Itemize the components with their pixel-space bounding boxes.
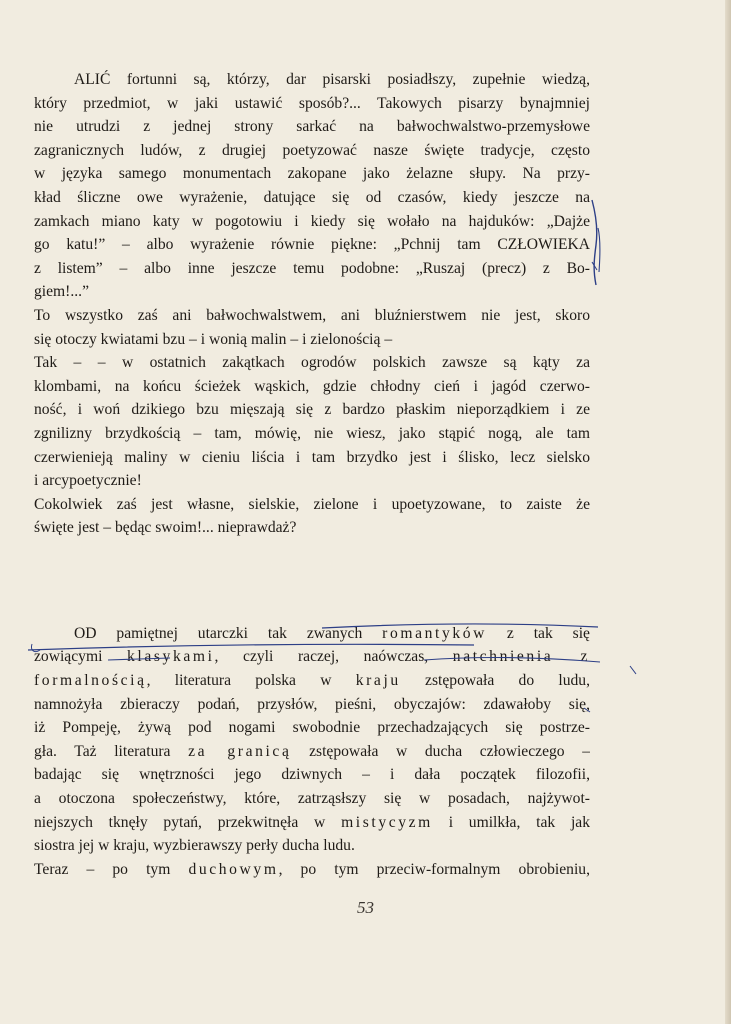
text-line: i arcypoetycznie! xyxy=(34,472,142,490)
margin-bracket-mark xyxy=(592,200,597,285)
text-line: go katu!” – albo wyrażenie równie piękne: „Pchnij tam CZŁOWIEKA xyxy=(34,236,590,254)
text-line: To wszystko zaś ani bałwochwalstwem, ani bluźnierstwem nie jest, skoro xyxy=(34,306,590,324)
spaced-word: natchnienia z xyxy=(452,648,590,666)
page-text xyxy=(34,68,590,881)
text-line: Teraz – po tym duchowym, po tym przeciw-formalnym obrobieniu, xyxy=(34,860,590,878)
paragraph-4 xyxy=(34,622,590,882)
text-line: święte jest – będąc swoim!... nieprawdaż? xyxy=(34,519,297,537)
text-line: OD pamiętnej utarczki tak zwanych romantyków z tak się xyxy=(74,624,590,642)
text-line: giem!...” xyxy=(34,283,89,301)
text-line: ALIĆ fortunni są, którzy, dar pisarski posiadłszy, zupełnie wiedzą, xyxy=(74,71,590,88)
paragraph-3 xyxy=(34,493,590,540)
margin-bracket-mark xyxy=(598,228,600,272)
text-line: z listem” – albo inne jeszcze temu podobne: „Ruszaj (precz) z Bo- xyxy=(34,259,590,277)
text-line: kład śliczne owe wyrażenie, datujące się od czasów, kiedy jeszcze na xyxy=(34,188,590,206)
spaced-word: klasykami xyxy=(127,648,215,666)
paragraph-1 xyxy=(34,68,590,304)
text-line: iż Pompeję, żywą pod nogami swobodnie przechadzających się postrze- xyxy=(34,719,590,737)
text-line: czerwienieją maliny w cieniu liścia i tam brzydko jest i ślisko, lecz sielsko xyxy=(34,448,590,466)
paragraph-2 xyxy=(34,304,590,493)
spaced-word: duchowym xyxy=(188,860,279,878)
page-number: 53 xyxy=(357,898,374,917)
spaced-word: za granicą xyxy=(188,742,292,760)
text-line: który przedmiot, w jaki ustawić sposób?... Takowych pisarzy bynajmniej xyxy=(34,94,590,112)
text-line: Cokolwiek zaś jest własne, sielskie, zielone i upoetyzowane, to zaiste że xyxy=(34,495,590,513)
text-line: zgnilizny brzydkością – tam, mówię, nie wiesz, jako stąpić nogą, ale tam xyxy=(34,424,590,442)
page-edge xyxy=(725,0,731,1024)
text-line: namnożyła zbieraczy podań, przysłów, pieśni, obyczajów: zdawałoby się, xyxy=(34,695,590,713)
text-line: zowiącymi klasykami, czyli raczej, naówczas, natchnienia z xyxy=(34,648,590,666)
section-gap xyxy=(34,540,590,622)
text-line: gła. Taż literatura za granicą zstępowała w ducha człowieczego – xyxy=(34,742,590,760)
text-line: formalnością, literatura polska w kraju zstępowała do ludu, xyxy=(34,672,590,690)
text-line: nie utrudzi z jednej strony sarkać na bałwochwalstwo-przemysłowe xyxy=(34,118,590,136)
spaced-word: romantyków xyxy=(382,624,487,642)
text-line: a otoczona społeczeństwy, które, zatrząsłszy się w posadach, najżywot- xyxy=(34,790,590,808)
text-line: zamkach miano katy w pogotowiu i kiedy się wołało na hajduków: „Dajże xyxy=(34,212,590,230)
text-line: siostra jej w kraju, wyzbierawszy perły ducha ludu. xyxy=(34,837,355,855)
spaced-word: mistycyzm xyxy=(341,813,433,831)
margin-tick-mark xyxy=(630,666,636,674)
spaced-word: formalnością xyxy=(34,672,147,690)
margin-tick-mark xyxy=(592,262,597,270)
text-line: w języka samego monumentach zakopane jako żelazne słupy. Na przy- xyxy=(34,165,590,183)
text-line: się otoczy kwiatami bzu – i wonią malin – i zielonością – xyxy=(34,330,393,348)
text-line: badając się wnętrzności jego dziwnych – i dała początek filozofii, xyxy=(34,766,590,784)
text-line: Tak – – w ostatnich zakątkach ogrodów polskich zawsze są kąty za xyxy=(34,354,590,372)
spaced-word: kraju xyxy=(355,672,401,690)
text-line: zagranicznych ludów, z drugiej poetyzować nasze święte tradycje, często xyxy=(34,141,590,159)
text-line: niejszych tknęły pytań, przekwitnęła w mistycyzm i umilkła, tak jak xyxy=(34,813,590,831)
text-line: klombami, na końcu ścieżek wąskich, gdzie chłodny cień i jagód czerwo- xyxy=(34,377,590,395)
text-line: ność, i woń dzikiego bzu mięszają się z bardzo płaskim nieporządkiem i ze xyxy=(34,401,590,419)
